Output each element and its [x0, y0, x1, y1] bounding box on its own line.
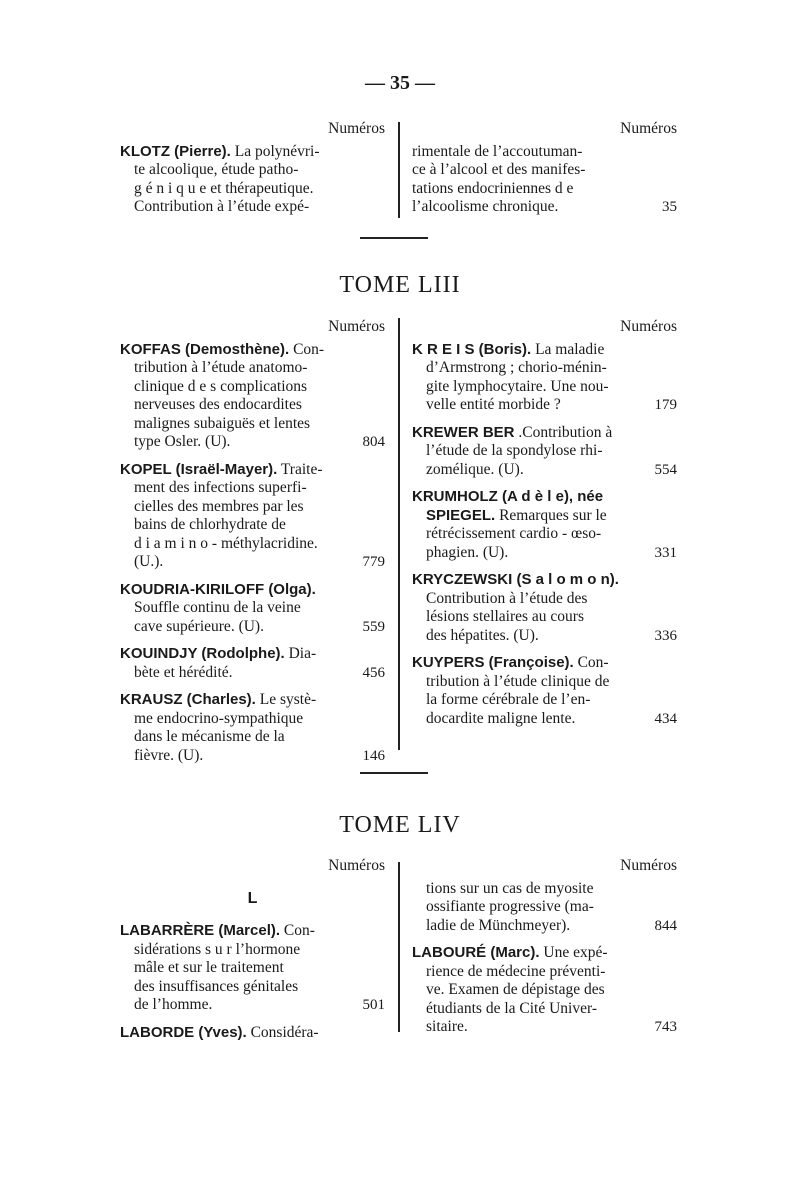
entry-line: [120, 618, 385, 637]
entries: [412, 341, 677, 729]
entry-text: Con-: [573, 654, 609, 671]
entry-line-text: [134, 618, 264, 637]
index-entry: [412, 654, 677, 728]
entry-line-text: [426, 917, 570, 936]
entry-text: Remarques sur le: [495, 506, 607, 524]
entry-text: d i a m i n o - méthylacridine.: [134, 534, 318, 552]
entry-number: 554: [654, 461, 677, 478]
entry-text: velle entité morbide ?: [426, 396, 561, 413]
tome-title: TOME LIII: [339, 272, 461, 298]
entry-number: 559: [362, 618, 385, 635]
entry-line-text: [426, 1000, 597, 1019]
entry-line-text: [426, 544, 508, 563]
entry-line: [412, 180, 677, 199]
entry-line: [120, 396, 385, 415]
entry-text: Dia-: [284, 645, 317, 662]
author-name: KRAUSZ (Charles).: [120, 691, 256, 708]
entry-line-text: [120, 645, 316, 664]
entry-line: [120, 359, 385, 378]
entry-text: phagien. (U).: [426, 543, 509, 561]
column-header: Numéros: [328, 318, 385, 335]
entry-line-text: [412, 143, 582, 162]
entry-line-text: [426, 442, 602, 461]
entry-line-text: [120, 461, 323, 480]
entry-line-text: [426, 710, 575, 729]
entry-line-text: [426, 1018, 468, 1037]
entry-line-text: [412, 161, 585, 180]
entry-line-text: [426, 396, 561, 415]
index-entry: [412, 424, 677, 480]
entry-text: dans le mécanisme de la: [134, 728, 285, 745]
author-name: KRYCZEWSKI (S a l o m o n).: [412, 571, 619, 588]
entry-line-text: [134, 710, 303, 729]
entry-line: [412, 161, 677, 180]
index-entry: [120, 143, 385, 217]
entry-line: [120, 161, 385, 180]
entry-line-text: [134, 599, 301, 618]
index-entry: [412, 571, 677, 645]
entry-text: rétrécissement cardio - œso-: [426, 525, 602, 542]
entry-text: Con-: [289, 340, 325, 358]
entry-number: 179: [654, 397, 677, 413]
entry-line-text: [120, 581, 316, 600]
entries: [120, 922, 385, 1042]
index-entry: [412, 488, 677, 562]
entry-line-text: [134, 996, 212, 1015]
author-name: KOUINDJY (Rodolphe).: [120, 645, 285, 662]
entry-line: [120, 728, 385, 747]
entry-text: .Contribution à: [514, 423, 613, 441]
entry-line: [412, 963, 677, 982]
index-entry: [412, 143, 677, 217]
entry-line-text: [134, 433, 230, 452]
column-divider: [398, 122, 400, 218]
entry-line-text: [412, 424, 612, 443]
index-entry: [412, 880, 677, 936]
entries: [412, 880, 677, 1037]
author-name: LABOURÉ (Marc).: [412, 944, 540, 961]
column-header: Numéros: [620, 120, 677, 137]
entry-number: 501: [362, 997, 385, 1013]
entry-text: gite lymphocytaire. Une nou-: [426, 377, 609, 395]
entry-line-text: [134, 198, 309, 217]
entry-line-text: [134, 728, 285, 747]
entry-line-text: [134, 479, 307, 498]
entry-line: [412, 944, 677, 963]
section2-left-column: [120, 318, 385, 774]
index-entry: [120, 1024, 385, 1043]
entry-text: Une expé-: [539, 944, 608, 961]
entry-line-text: [426, 590, 587, 609]
entry-line: [120, 664, 385, 683]
column-header: Numéros: [620, 318, 677, 335]
entry-line: [412, 442, 677, 461]
entry-line-text: [120, 922, 315, 941]
entry-text: tribution à l’étude clinique de: [426, 672, 610, 690]
entry-text: malignes subaiguës et lentes: [134, 414, 311, 432]
entry-line: [412, 981, 677, 1000]
entry-line-text: [426, 627, 539, 646]
entry-text: ossifiante progressive (ma-: [426, 898, 594, 915]
entry-number: 146: [362, 747, 385, 764]
index-entry: [412, 944, 677, 1037]
entry-line-text: [426, 963, 605, 982]
author-name: K R E I S (Boris).: [412, 340, 532, 358]
entry-text: Le systè-: [255, 691, 317, 708]
entry-line: [412, 198, 677, 217]
tome-title: TOME LIV: [339, 812, 461, 838]
author-name: KRUMHOLZ (A d è l e), née: [412, 488, 604, 505]
entry-line: [120, 198, 385, 217]
entry-text: bains de chlorhydrate de: [134, 516, 286, 533]
entry-text: l’alcoolisme chronique.: [412, 198, 559, 215]
entry-text: ment des infections superfi-: [134, 479, 307, 496]
entries: [120, 341, 385, 766]
entry-line-text: [134, 516, 286, 535]
entry-line: [120, 747, 385, 766]
entry-text: ce à l’alcool et des manifes-: [412, 161, 586, 178]
entry-line: [412, 424, 677, 443]
entry-line-text: [134, 535, 318, 554]
entry-text: La maladie: [531, 340, 605, 358]
letter-heading: L: [247, 889, 258, 907]
entry-line-text: [120, 341, 324, 360]
entry-text: l’étude de la spondylose rhi-: [426, 442, 603, 459]
section3-left-column: [120, 857, 385, 1051]
entry-line-text: [134, 396, 302, 415]
section-rule: [360, 237, 428, 239]
column-divider: [398, 318, 400, 750]
entry-line: [412, 378, 677, 397]
author-name: LABORDE (Yves).: [120, 1023, 247, 1041]
entry-line-text: [426, 981, 605, 1000]
entry-text: rimentale de l’accoutuman-: [412, 142, 583, 160]
author-name: LABARRÈRE (Marcel).: [120, 922, 281, 939]
entry-line-text: [134, 180, 313, 199]
entry-line: [120, 415, 385, 434]
entry-text: sitaire.: [426, 1018, 468, 1035]
section1-right-column: [412, 120, 677, 226]
entry-text: Contribution à l’étude des: [426, 589, 588, 607]
column-header: Numéros: [328, 120, 385, 137]
entry-line: [120, 143, 385, 162]
entry-line-text: [412, 944, 608, 963]
entry-text: tations endocriniennes d e: [412, 179, 574, 197]
entry-line-text: [134, 415, 310, 434]
entry-text: des insuffisances génitales: [134, 977, 299, 995]
entry-text: bète et hérédité.: [134, 663, 233, 681]
entry-line: [412, 507, 677, 526]
entry-text: nerveuses des endocardites: [134, 396, 302, 413]
entry-line: [412, 898, 677, 917]
entry-line: [412, 359, 677, 378]
entry-line-text: [426, 673, 609, 692]
entry-line: [412, 627, 677, 646]
entry-line-text: [134, 553, 163, 572]
entry-text: sidérations s u r l’hormone: [134, 940, 301, 958]
entry-text: cielles des membres par les: [134, 497, 304, 515]
entry-line: [412, 396, 677, 415]
entry-line-text: [134, 498, 304, 517]
entry-line: [412, 525, 677, 544]
entry-text: rience de médecine préventi-: [426, 962, 606, 980]
index-entry: [120, 645, 385, 682]
entry-text: d’Armstrong ; chorio-ménin-: [426, 359, 607, 376]
entry-line: [120, 599, 385, 618]
entry-line: [412, 691, 677, 710]
author-name: KOUDRIA-KIRILOFF (Olga).: [120, 580, 316, 598]
entry-line: [120, 996, 385, 1015]
entry-line-text: [412, 341, 604, 360]
entry-line-text: [134, 161, 298, 180]
entry-number: 336: [654, 627, 677, 644]
author-name: KUYPERS (Françoise).: [412, 654, 574, 671]
author-name: KOFFAS (Demosthène).: [120, 340, 290, 358]
entry-text: tribution à l’étude anatomo-: [134, 359, 308, 376]
entry-line-text: [120, 1024, 319, 1043]
entry-number: 434: [654, 710, 677, 727]
entry-line: [120, 1024, 385, 1043]
entry-line-text: [120, 143, 320, 162]
index-entry: [120, 691, 385, 765]
entry-text: tions sur un cas de myosite: [426, 879, 594, 897]
entry-line-text: [426, 608, 584, 627]
entry-text: ladie de Münchmeyer).: [426, 916, 571, 934]
entry-line-text: [426, 898, 594, 917]
entry-line: [120, 535, 385, 554]
entry-number: 35: [662, 199, 677, 215]
entries: [412, 143, 677, 217]
entry-line: [412, 461, 677, 480]
page-number: — 35 —: [365, 72, 435, 94]
author-name: KLOTZ (Pierre).: [120, 142, 231, 160]
entry-line-text: [426, 691, 590, 710]
entry-text: étudiants de la Cité Univer-: [426, 999, 597, 1017]
entry-line: [120, 978, 385, 997]
entry-line: [120, 378, 385, 397]
entry-line: [120, 922, 385, 941]
entry-text: Considéra-: [246, 1023, 319, 1041]
entry-line: [412, 608, 677, 627]
entry-line: [412, 710, 677, 729]
entries: [120, 143, 385, 217]
entry-line-text: [426, 880, 593, 899]
entry-line-text: [412, 198, 558, 217]
entry-line: [120, 461, 385, 480]
entry-line-text: [134, 359, 307, 378]
entry-text: Souffle continu de la veine: [134, 599, 301, 616]
entry-text: fièvre. (U).: [134, 746, 204, 764]
entry-line-text: [426, 359, 607, 378]
index-entry: [120, 922, 385, 1015]
entry-line: [412, 488, 677, 507]
entry-number: 844: [654, 917, 677, 934]
entry-text: te alcoolique, étude patho-: [134, 161, 299, 178]
entry-line: [412, 1000, 677, 1019]
entry-line-text: [426, 507, 607, 526]
entry-line: [120, 941, 385, 960]
entry-line-text: [120, 691, 316, 710]
author-name: KOPEL (Israël-Mayer).: [120, 460, 278, 478]
section1-left-column: [120, 120, 385, 226]
entry-text: Contribution à l’étude expé-: [134, 198, 310, 215]
entry-line: [412, 917, 677, 936]
column-header: Numéros: [620, 857, 677, 874]
entry-text: la forme cérébrale de l’en-: [426, 691, 591, 708]
entry-line: [120, 180, 385, 199]
index-entry: [120, 461, 385, 572]
entry-line: [120, 433, 385, 452]
entry-text: La polynévri-: [230, 142, 320, 160]
entry-line: [412, 341, 677, 360]
entry-number: 456: [362, 664, 385, 681]
entry-line: [120, 710, 385, 729]
entry-line: [412, 1018, 677, 1037]
entry-text: de l’homme.: [134, 996, 213, 1013]
entry-text: des hépatites. (U).: [426, 626, 539, 644]
entry-number: 779: [362, 554, 385, 570]
entry-line-text: [426, 525, 601, 544]
entry-text: ve. Examen de dépistage des: [426, 981, 605, 998]
entry-line-text: [426, 461, 524, 480]
entry-line-text: [426, 378, 609, 397]
entry-line: [120, 691, 385, 710]
section-rule: [360, 772, 428, 774]
entry-text: (U.).: [134, 553, 164, 570]
entry-text: me endocrino-sympathique: [134, 709, 304, 727]
entry-number: 331: [654, 544, 677, 561]
entry-line-text: [134, 378, 307, 397]
entry-line: [412, 571, 677, 590]
entry-line-text: [134, 664, 233, 683]
index-entry: [120, 341, 385, 452]
entry-line: [120, 645, 385, 664]
entry-line: [120, 498, 385, 517]
column-divider: [398, 862, 400, 1032]
entry-text: g é n i q u e et thérapeutique.: [134, 179, 314, 197]
entry-text: mâle et sur le traitement: [134, 959, 284, 976]
entry-line-text: [134, 941, 300, 960]
entry-line: [412, 654, 677, 673]
entry-text: docardite maligne lente.: [426, 709, 576, 727]
entry-text: zomélique. (U).: [426, 460, 524, 478]
entry-line: [120, 959, 385, 978]
entry-text: Traite-: [277, 460, 323, 478]
entry-line: [120, 479, 385, 498]
column-header: Numéros: [328, 857, 385, 874]
entry-line-text: [134, 978, 298, 997]
author-name: SPIEGEL.: [426, 506, 496, 524]
index-entry: [412, 341, 677, 415]
entry-line-text: [134, 959, 284, 978]
entry-number: 743: [654, 1019, 677, 1035]
section3-right-column: [412, 857, 677, 1046]
entry-line: [412, 544, 677, 563]
entry-line: [412, 143, 677, 162]
entry-text: type Osler. (U).: [134, 433, 231, 450]
entry-number: 804: [362, 434, 385, 450]
entry-line: [120, 581, 385, 600]
entry-line: [120, 553, 385, 572]
entry-line: [412, 880, 677, 899]
entry-line: [120, 341, 385, 360]
entry-text: clinique d e s complications: [134, 377, 308, 395]
entry-line-text: [412, 571, 619, 590]
entry-line: [412, 590, 677, 609]
section2-right-column: [412, 318, 677, 737]
entry-line-text: [412, 654, 609, 673]
entry-line-text: [412, 488, 603, 507]
index-entry: [120, 581, 385, 637]
entry-line: [120, 516, 385, 535]
entry-text: lésions stellaires au cours: [426, 608, 584, 625]
entry-text: cave supérieure. (U).: [134, 617, 264, 635]
author-name: KREWER BER: [412, 423, 515, 441]
entry-line-text: [412, 180, 573, 199]
entry-line: [412, 673, 677, 692]
entry-line-text: [134, 747, 203, 766]
entry-text: Con-: [280, 922, 315, 939]
